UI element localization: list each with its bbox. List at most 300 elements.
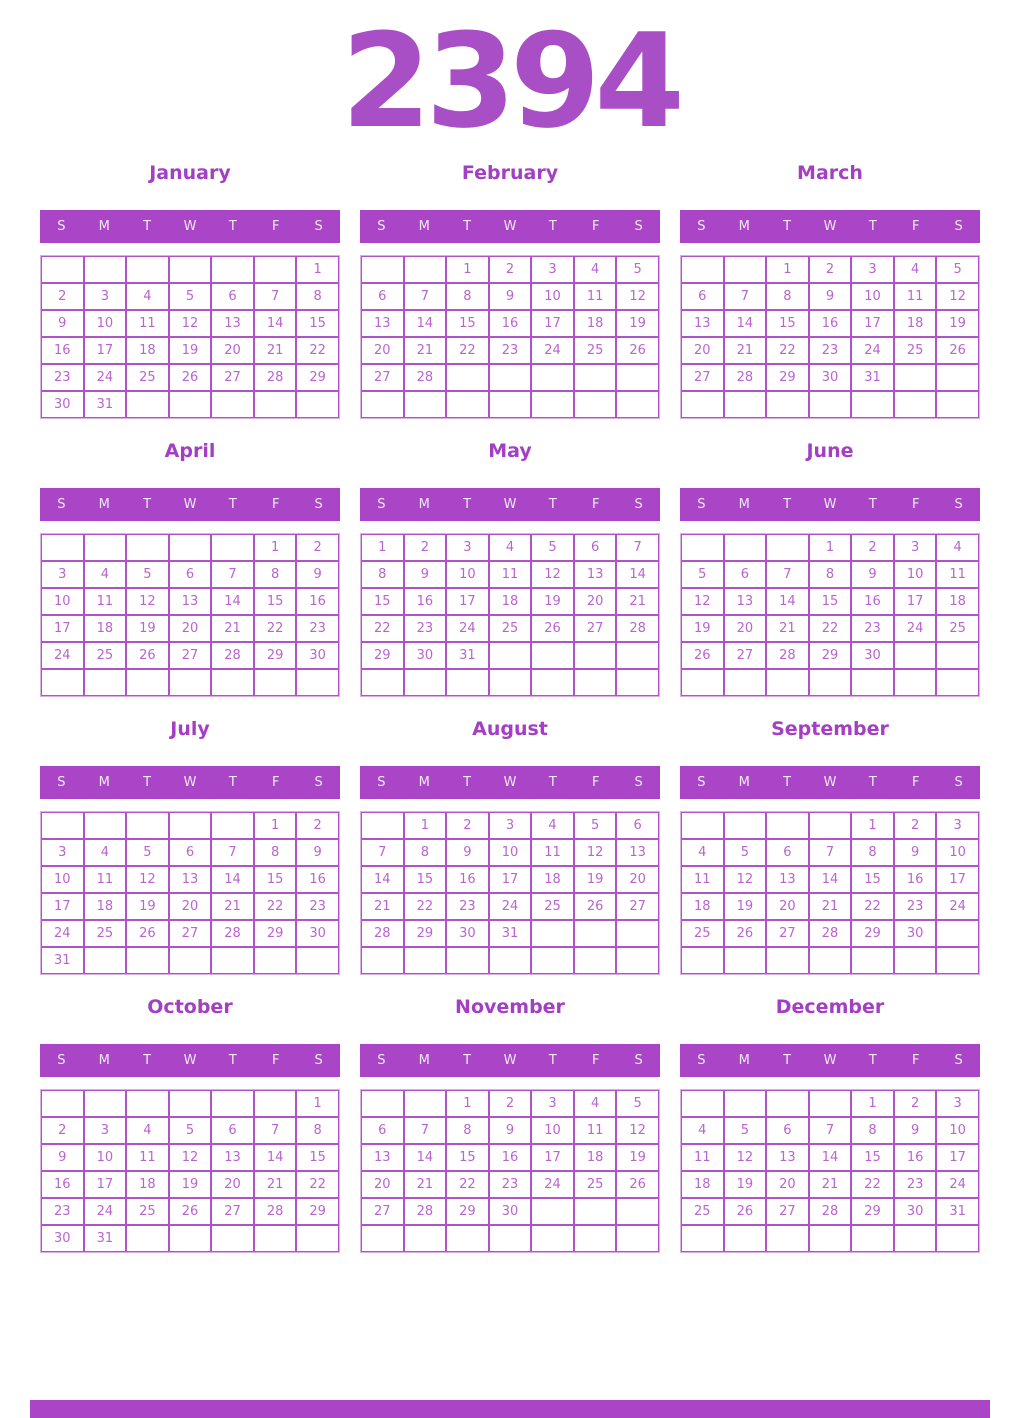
week-row (361, 1090, 659, 1117)
week-row (681, 1171, 979, 1198)
week-row (41, 947, 339, 974)
weekday-label: S (377, 219, 386, 234)
day-cell: 14 (404, 1144, 447, 1171)
day-cell: 6 (616, 812, 659, 839)
day-cell: 21 (809, 893, 852, 920)
month-title: January (149, 162, 231, 184)
day-cell: 23 (446, 893, 489, 920)
weekday-label: S (314, 219, 323, 234)
day-cell: 3 (489, 812, 532, 839)
empty-day-cell (84, 534, 127, 561)
day-cell: 3 (446, 534, 489, 561)
day-cell: 28 (809, 1198, 852, 1225)
week-row (41, 1117, 339, 1144)
day-cell: 4 (936, 534, 979, 561)
day-cell: 16 (404, 588, 447, 615)
day-cell: 26 (724, 920, 767, 947)
weekday-label: T (548, 497, 557, 512)
empty-day-cell (489, 364, 532, 391)
day-cell: 24 (41, 920, 84, 947)
empty-day-cell (41, 812, 84, 839)
empty-day-cell (531, 669, 574, 696)
day-cell: 26 (169, 364, 212, 391)
day-cell: 5 (169, 1117, 212, 1144)
empty-day-cell (446, 669, 489, 696)
empty-day-cell (169, 391, 212, 418)
week-row (361, 893, 659, 920)
empty-day-cell (851, 391, 894, 418)
week-row (681, 920, 979, 947)
day-cell: 13 (681, 310, 724, 337)
day-cell: 8 (361, 561, 404, 588)
day-cell: 19 (531, 588, 574, 615)
empty-day-cell (936, 1225, 979, 1252)
empty-day-cell (766, 1225, 809, 1252)
month-grid (680, 1089, 980, 1253)
empty-day-cell (616, 669, 659, 696)
day-cell: 14 (766, 588, 809, 615)
empty-day-cell (724, 534, 767, 561)
day-cell: 9 (296, 561, 339, 588)
day-cell: 6 (169, 839, 212, 866)
month-block-june (680, 438, 980, 703)
month-title: August (472, 718, 548, 740)
week-row (361, 669, 659, 696)
day-cell: 21 (404, 337, 447, 364)
day-cell: 24 (531, 337, 574, 364)
week-row (681, 534, 979, 561)
empty-day-cell (809, 812, 852, 839)
day-cell: 19 (169, 1171, 212, 1198)
week-row (681, 839, 979, 866)
empty-day-cell (169, 1225, 212, 1252)
weekday-header-bar (40, 210, 340, 243)
day-cell: 14 (254, 310, 297, 337)
day-cell: 13 (169, 588, 212, 615)
weekday-label: T (463, 1053, 472, 1068)
day-cell: 26 (681, 642, 724, 669)
day-cell: 20 (766, 893, 809, 920)
empty-day-cell (254, 1225, 297, 1252)
day-cell: 27 (681, 364, 724, 391)
day-cell: 23 (41, 1198, 84, 1225)
empty-day-cell (681, 1225, 724, 1252)
day-cell: 18 (84, 893, 127, 920)
weekday-label: F (271, 497, 280, 512)
day-cell: 2 (851, 534, 894, 561)
week-row (41, 283, 339, 310)
week-row (41, 391, 339, 418)
day-cell: 11 (84, 588, 127, 615)
day-cell: 1 (296, 256, 339, 283)
day-cell: 29 (851, 920, 894, 947)
day-cell: 1 (851, 812, 894, 839)
empty-day-cell (126, 534, 169, 561)
day-cell: 9 (296, 839, 339, 866)
day-cell: 22 (254, 893, 297, 920)
week-row (361, 256, 659, 283)
day-cell: 17 (936, 1144, 979, 1171)
day-cell: 18 (574, 310, 617, 337)
day-cell: 7 (809, 839, 852, 866)
day-cell: 18 (574, 1144, 617, 1171)
year-title: 2394 (341, 5, 679, 157)
day-cell: 11 (84, 866, 127, 893)
month-block-march (680, 160, 980, 425)
day-cell: 4 (489, 534, 532, 561)
day-cell: 10 (851, 283, 894, 310)
weekday-label: S (314, 1053, 323, 1068)
month-title: July (170, 718, 210, 740)
day-cell: 23 (404, 615, 447, 642)
day-cell: 7 (809, 1117, 852, 1144)
day-cell: 13 (361, 310, 404, 337)
weekday-label: S (57, 219, 66, 234)
month-block-february (360, 160, 660, 425)
day-cell: 28 (211, 642, 254, 669)
day-cell: 9 (894, 1117, 937, 1144)
weekday-label: M (98, 775, 110, 790)
weekday-label: F (911, 775, 920, 790)
empty-day-cell (446, 364, 489, 391)
month-grid (680, 811, 980, 975)
weekday-label: T (783, 1053, 792, 1068)
day-cell: 16 (489, 310, 532, 337)
day-cell: 30 (809, 364, 852, 391)
day-cell: 1 (361, 534, 404, 561)
weekday-label: T (548, 219, 557, 234)
week-row (681, 1117, 979, 1144)
month-block-april (40, 438, 340, 703)
day-cell: 8 (851, 839, 894, 866)
day-cell: 30 (446, 920, 489, 947)
empty-day-cell (936, 947, 979, 974)
month-grid (680, 255, 980, 419)
day-cell: 2 (489, 1090, 532, 1117)
weekday-label: S (634, 219, 643, 234)
week-row (41, 310, 339, 337)
day-cell: 23 (894, 1171, 937, 1198)
month-title: November (455, 996, 565, 1018)
day-cell: 12 (169, 1144, 212, 1171)
day-cell: 8 (766, 283, 809, 310)
empty-day-cell (211, 1225, 254, 1252)
day-cell: 15 (851, 1144, 894, 1171)
day-cell: 12 (126, 866, 169, 893)
empty-day-cell (574, 1225, 617, 1252)
day-cell: 17 (84, 1171, 127, 1198)
empty-day-cell (211, 669, 254, 696)
empty-day-cell (724, 812, 767, 839)
day-cell: 4 (681, 1117, 724, 1144)
empty-day-cell (616, 642, 659, 669)
empty-day-cell (531, 364, 574, 391)
day-cell: 15 (254, 866, 297, 893)
weekday-label: S (697, 497, 706, 512)
day-cell: 3 (84, 283, 127, 310)
month-grid (40, 811, 340, 975)
week-row (361, 947, 659, 974)
weekday-label: S (954, 1053, 963, 1068)
month-block-july (40, 716, 340, 981)
day-cell: 8 (809, 561, 852, 588)
day-cell: 17 (41, 615, 84, 642)
empty-day-cell (809, 947, 852, 974)
day-cell: 13 (361, 1144, 404, 1171)
weekday-label: W (823, 1053, 837, 1068)
week-row (41, 256, 339, 283)
month-grid (360, 255, 660, 419)
empty-day-cell (361, 1225, 404, 1252)
day-cell: 15 (766, 310, 809, 337)
day-cell: 15 (851, 866, 894, 893)
weekday-label: T (868, 775, 877, 790)
day-cell: 8 (851, 1117, 894, 1144)
day-cell: 21 (616, 588, 659, 615)
weekday-label: W (503, 219, 517, 234)
day-cell: 26 (936, 337, 979, 364)
empty-day-cell (616, 364, 659, 391)
day-cell: 24 (851, 337, 894, 364)
day-cell: 4 (531, 812, 574, 839)
day-cell: 2 (809, 256, 852, 283)
day-cell: 3 (851, 256, 894, 283)
weekday-label: T (228, 219, 237, 234)
day-cell: 18 (84, 615, 127, 642)
empty-day-cell (809, 391, 852, 418)
weekday-label: M (418, 1053, 430, 1068)
empty-day-cell (84, 256, 127, 283)
week-row (361, 391, 659, 418)
day-cell: 1 (766, 256, 809, 283)
day-cell: 23 (296, 615, 339, 642)
empty-day-cell (766, 391, 809, 418)
day-cell: 13 (616, 839, 659, 866)
month-title: May (488, 440, 532, 462)
week-row (361, 1144, 659, 1171)
month-title: March (797, 162, 863, 184)
weekday-header-bar (40, 1044, 340, 1077)
week-row (681, 669, 979, 696)
day-cell: 3 (936, 812, 979, 839)
empty-day-cell (574, 947, 617, 974)
day-cell: 9 (404, 561, 447, 588)
weekday-label: S (377, 497, 386, 512)
empty-day-cell (254, 1090, 297, 1117)
weekday-label: S (634, 775, 643, 790)
day-cell: 25 (126, 364, 169, 391)
weekday-label: S (57, 497, 66, 512)
day-cell: 10 (531, 1117, 574, 1144)
empty-day-cell (211, 391, 254, 418)
day-cell: 2 (446, 812, 489, 839)
weekday-label: W (183, 497, 197, 512)
footer-bar (30, 1400, 990, 1418)
weekday-label: T (143, 1053, 152, 1068)
day-cell: 22 (296, 337, 339, 364)
empty-day-cell (724, 1225, 767, 1252)
day-cell: 25 (489, 615, 532, 642)
empty-day-cell (574, 920, 617, 947)
day-cell: 27 (766, 1198, 809, 1225)
day-cell: 29 (766, 364, 809, 391)
day-cell: 10 (936, 1117, 979, 1144)
week-row (41, 588, 339, 615)
month-grid (40, 255, 340, 419)
empty-day-cell (724, 256, 767, 283)
empty-day-cell (41, 256, 84, 283)
empty-day-cell (851, 947, 894, 974)
weekday-label: T (868, 1053, 877, 1068)
empty-day-cell (254, 947, 297, 974)
empty-day-cell (126, 947, 169, 974)
weekday-header-bar (680, 766, 980, 799)
day-cell: 2 (41, 1117, 84, 1144)
empty-day-cell (574, 391, 617, 418)
day-cell: 10 (84, 310, 127, 337)
weekday-label: M (98, 497, 110, 512)
day-cell: 10 (936, 839, 979, 866)
empty-day-cell (126, 669, 169, 696)
day-cell: 1 (254, 534, 297, 561)
day-cell: 29 (254, 920, 297, 947)
empty-day-cell (446, 947, 489, 974)
empty-day-cell (361, 947, 404, 974)
day-cell: 26 (126, 920, 169, 947)
day-cell: 22 (851, 893, 894, 920)
day-cell: 14 (809, 866, 852, 893)
day-cell: 23 (894, 893, 937, 920)
day-cell: 21 (254, 1171, 297, 1198)
weekday-label: M (738, 219, 750, 234)
day-cell: 18 (681, 893, 724, 920)
day-cell: 2 (296, 812, 339, 839)
weekday-label: S (314, 497, 323, 512)
day-cell: 27 (616, 893, 659, 920)
day-cell: 3 (41, 561, 84, 588)
day-cell: 27 (361, 1198, 404, 1225)
day-cell: 9 (489, 1117, 532, 1144)
week-row (41, 1144, 339, 1171)
month-block-december (680, 994, 980, 1259)
day-cell: 9 (809, 283, 852, 310)
day-cell: 20 (766, 1171, 809, 1198)
day-cell: 5 (724, 1117, 767, 1144)
weekday-header-bar (680, 1044, 980, 1077)
day-cell: 30 (41, 1225, 84, 1252)
empty-day-cell (531, 391, 574, 418)
empty-day-cell (531, 642, 574, 669)
weekday-label: M (738, 775, 750, 790)
day-cell: 11 (531, 839, 574, 866)
week-row (681, 866, 979, 893)
empty-day-cell (809, 669, 852, 696)
week-row (41, 534, 339, 561)
day-cell: 20 (616, 866, 659, 893)
empty-day-cell (681, 534, 724, 561)
day-cell: 6 (766, 1117, 809, 1144)
week-row (41, 642, 339, 669)
day-cell: 21 (211, 893, 254, 920)
empty-day-cell (681, 812, 724, 839)
day-cell: 21 (361, 893, 404, 920)
day-cell: 21 (404, 1171, 447, 1198)
month-block-may (360, 438, 660, 703)
weekday-label: T (783, 775, 792, 790)
day-cell: 14 (809, 1144, 852, 1171)
day-cell: 1 (809, 534, 852, 561)
day-cell: 6 (211, 283, 254, 310)
day-cell: 27 (169, 642, 212, 669)
day-cell: 16 (296, 866, 339, 893)
weekday-label: T (868, 497, 877, 512)
day-cell: 16 (894, 866, 937, 893)
day-cell: 5 (126, 839, 169, 866)
day-cell: 18 (531, 866, 574, 893)
day-cell: 24 (84, 1198, 127, 1225)
day-cell: 24 (936, 893, 979, 920)
week-row (41, 337, 339, 364)
day-cell: 15 (404, 866, 447, 893)
day-cell: 30 (489, 1198, 532, 1225)
empty-day-cell (616, 920, 659, 947)
day-cell: 10 (446, 561, 489, 588)
empty-day-cell (936, 669, 979, 696)
weekday-header-bar (360, 210, 660, 243)
weekday-header-bar (680, 488, 980, 521)
day-cell: 6 (211, 1117, 254, 1144)
empty-day-cell (724, 669, 767, 696)
day-cell: 6 (361, 1117, 404, 1144)
empty-day-cell (446, 391, 489, 418)
week-row (681, 364, 979, 391)
empty-day-cell (489, 669, 532, 696)
day-cell: 12 (681, 588, 724, 615)
day-cell: 26 (724, 1198, 767, 1225)
week-row (41, 812, 339, 839)
day-cell: 19 (616, 1144, 659, 1171)
weekday-label: S (954, 497, 963, 512)
day-cell: 20 (574, 588, 617, 615)
empty-day-cell (211, 947, 254, 974)
weekday-label: T (868, 219, 877, 234)
weekday-label: S (954, 775, 963, 790)
weekday-label: T (463, 775, 472, 790)
week-row (361, 310, 659, 337)
weekday-header-bar (360, 766, 660, 799)
day-cell: 23 (851, 615, 894, 642)
day-cell: 13 (169, 866, 212, 893)
weekday-header-bar (680, 210, 980, 243)
day-cell: 14 (404, 310, 447, 337)
day-cell: 4 (894, 256, 937, 283)
day-cell: 8 (446, 283, 489, 310)
weekday-label: W (503, 775, 517, 790)
empty-day-cell (361, 812, 404, 839)
day-cell: 16 (41, 337, 84, 364)
week-row (41, 839, 339, 866)
week-row (681, 337, 979, 364)
weekday-label: F (911, 1053, 920, 1068)
day-cell: 15 (254, 588, 297, 615)
day-cell: 19 (724, 1171, 767, 1198)
empty-day-cell (766, 534, 809, 561)
day-cell: 30 (404, 642, 447, 669)
day-cell: 29 (254, 642, 297, 669)
day-cell: 17 (894, 588, 937, 615)
week-row (361, 615, 659, 642)
day-cell: 7 (404, 283, 447, 310)
